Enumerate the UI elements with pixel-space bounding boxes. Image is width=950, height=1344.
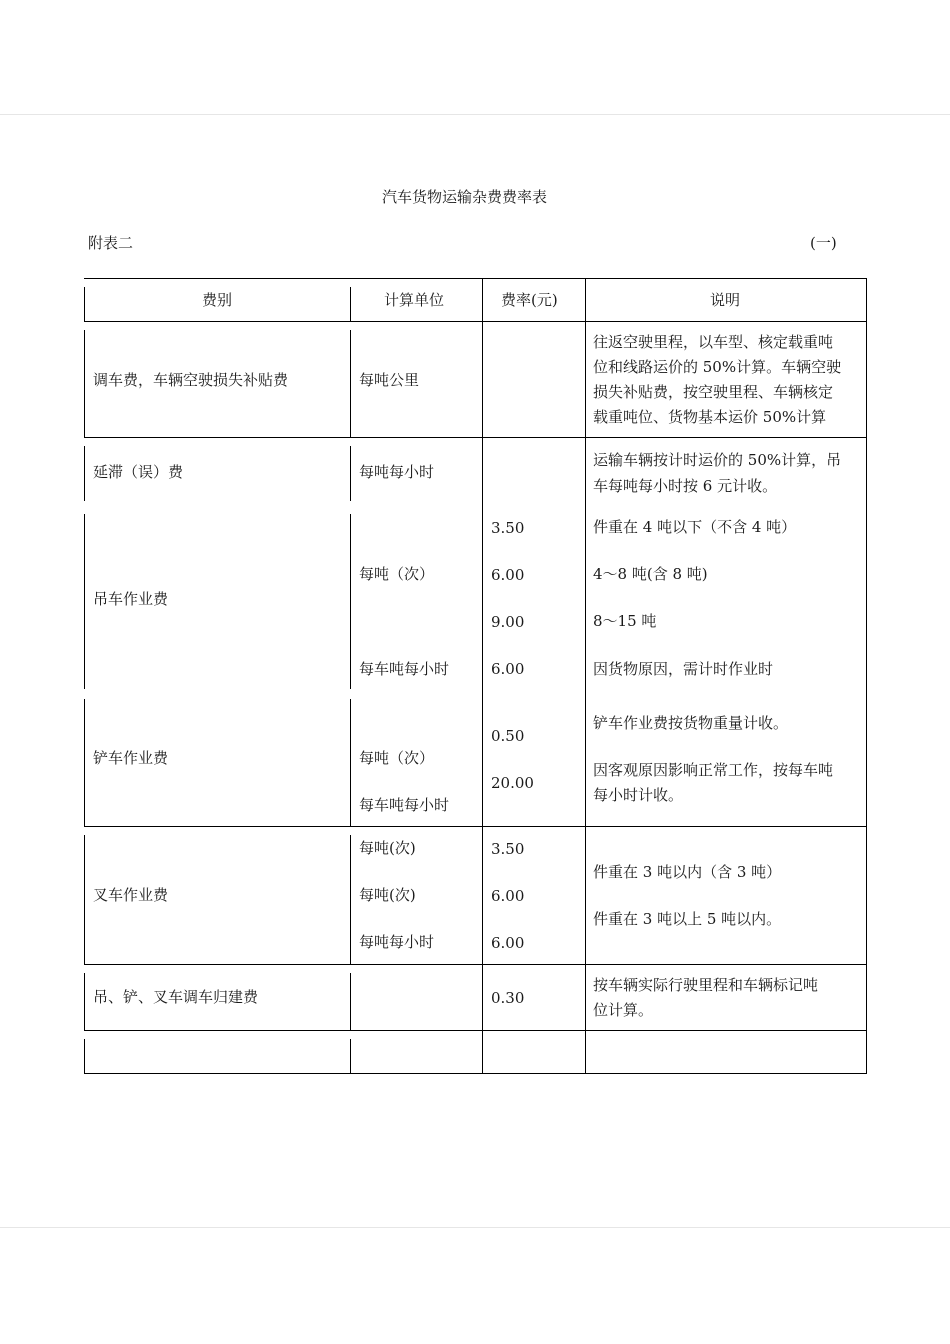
column-divider [350,446,351,501]
row2-note-line: 运输车辆按计时运价的 50%计算，吊 [593,451,842,469]
row3-rate: 6.00 [491,660,525,678]
page-top-divider [0,114,950,115]
column-divider [482,278,483,1073]
row4-unit: 每车吨每小时 [359,796,450,814]
header-unit: 计算单位 [384,291,445,309]
row1-note-line: 位和线路运价的 50%计算。车辆空驶 [593,358,842,376]
row5-rate: 6.00 [491,887,525,905]
row2-note-line: 车每吨每小时按 6 元计收。 [593,477,778,495]
row4-note-line: 因客观原因影响正常工作，按每车吨 [593,761,834,779]
row4-rate: 0.50 [491,727,525,745]
row4-fee-name: 铲车作业费 [93,749,169,767]
row4-note: 铲车作业费按货物重量计收。 [593,714,789,732]
row5-note: 件重在 3 吨以内（含 3 吨） [593,863,782,881]
column-divider [350,330,351,437]
row6-rate: 0.30 [491,989,525,1007]
row4-rate: 20.00 [491,774,534,792]
row5-unit: 每吨(次) [359,886,416,904]
row3-note: 8～15 吨 [593,612,657,630]
row5-fee-name: 叉车作业费 [93,886,169,904]
header-divider [84,321,867,322]
column-divider [585,278,586,1073]
row4-unit: 每吨（次） [359,749,435,767]
row6-fee-name: 吊、铲、叉车调车归建费 [93,988,259,1006]
row1-note-line: 损失补贴费，按空驶里程、车辆核定 [593,383,834,401]
row3-fee-name: 吊车作业费 [93,590,169,608]
column-divider [350,514,351,689]
row2-fee-name: 延滞（误）费 [93,463,184,481]
row5-rate: 3.50 [491,840,525,858]
row5-note: 件重在 3 吨以上 5 吨以内。 [593,910,782,928]
row3-rate: 9.00 [491,613,525,631]
table-border-left [84,330,85,437]
table-border-left [84,835,85,964]
row5-rate: 6.00 [491,934,525,952]
row3-rate: 3.50 [491,519,525,537]
table-border-top [84,278,867,279]
row-divider [84,964,867,965]
table-border-left [84,699,85,826]
table-index: (一) [810,234,837,252]
row3-unit: 每吨（次） [359,565,435,583]
table-border-left [84,973,85,1030]
header-fee-type: 费别 [202,291,233,309]
table-border-left [84,514,85,689]
row3-rate: 6.00 [491,566,525,584]
document-title: 汽车货物运输杂费费率表 [382,188,548,206]
row3-note: 件重在 4 吨以下（不含 4 吨） [593,518,797,536]
header-rate: 费率(元) [501,291,558,309]
row3-note: 因货物原因，需计时作业时 [593,660,774,678]
row5-unit: 每吨每小时 [359,933,435,951]
column-divider [350,699,351,826]
row-divider [84,826,867,827]
row-divider [84,437,867,438]
page-bottom-divider [0,1227,950,1228]
column-divider [350,287,351,321]
row2-unit: 每吨每小时 [359,463,435,481]
row5-unit: 每吨(次) [359,839,416,857]
table-border-left [84,446,85,501]
table-border-bottom [84,1073,867,1074]
header-note: 说明 [710,291,741,309]
row3-unit: 每车吨每小时 [359,660,450,678]
column-divider [350,835,351,964]
table-border-right [866,278,867,1073]
column-divider [350,1039,351,1073]
row6-note-line: 按车辆实际行驶里程和车辆标记吨 [593,976,819,994]
row-divider [84,1030,867,1031]
row1-unit: 每吨公里 [359,371,420,389]
table-label: 附表二 [88,234,134,252]
row1-note-line: 载重吨位、货物基本运价 50%计算 [593,408,827,426]
row4-note-line: 每小时计收。 [593,786,684,804]
table-border-left [84,287,85,321]
row1-note-line: 往返空驶里程，以车型、核定载重吨 [593,333,834,351]
row6-note-line: 位计算。 [593,1001,654,1019]
row1-fee-name: 调车费，车辆空驶损失补贴费 [93,371,289,389]
column-divider [350,973,351,1030]
table-border-left [84,1039,85,1073]
row3-note: 4～8 吨(含 8 吨) [593,565,708,583]
